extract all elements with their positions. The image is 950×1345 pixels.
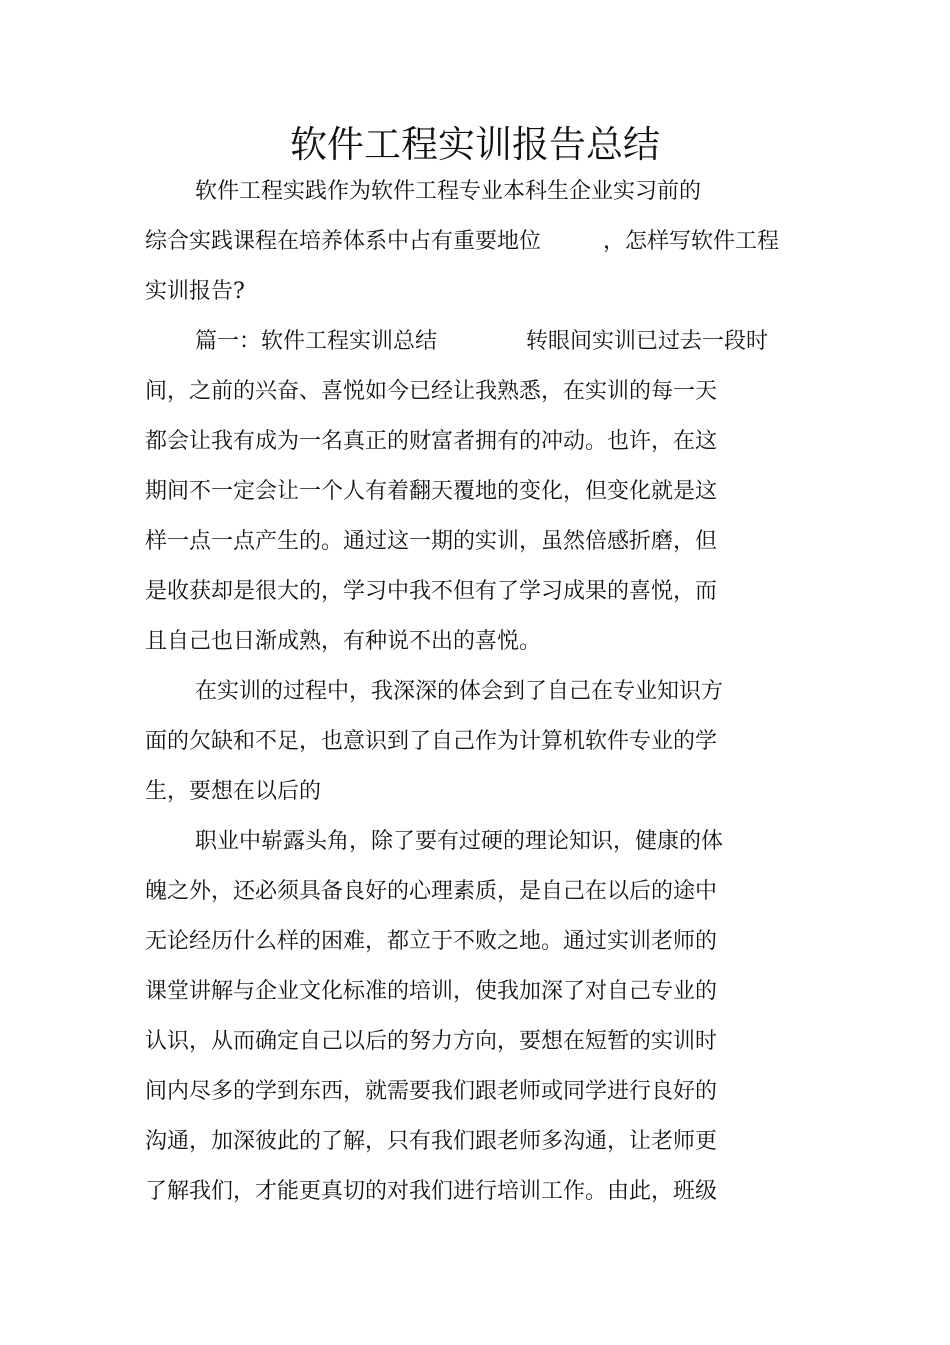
para3-line-4: 课堂讲解与企业文化标准的培训，使我加深了对自己专业的 [145,979,718,1004]
para2-line-1: 在实训的过程中，我深深的体会到了自己在专业知识方 [195,679,724,704]
intro-line-1: 软件工程实践作为软件工程专业本科生企业实习前的 [195,179,702,204]
para3-line-5: 认识，从而确定自己以后的努力方向，要想在短暂的实训时 [145,1029,718,1054]
document-title: 软件工程实训报告总结 [290,123,660,166]
para3-line-7: 沟通，加深彼此的了解，只有我们跟老师多沟通，让老师更 [145,1129,718,1154]
intro-line-2 [145,226,805,258]
intro-line-3: 实训报告? [145,279,245,304]
para1-line-2: 都会让我有成为一名真正的财富者拥有的冲动。也许，在这 [145,429,718,454]
para3-line-1: 职业中崭露头角，除了要有过硬的理论知识，健康的体 [195,829,724,854]
section-heading-line [195,326,795,358]
para2-line-3: 生，要想在以后的 [145,779,322,804]
para1-line-4: 样一点一点产生的。通过这一期的实训，虽然倍感折磨，但 [145,529,718,554]
para3-line-2: 魄之外，还必须具备良好的心理素质，是自己在以后的途中 [145,879,718,904]
para1-line-5: 是收获却是很大的，学习中我不但有了学习成果的喜悦，而 [145,579,718,604]
section-lead-text: 转眼间实训已过去一段时 [526,329,769,354]
para3-line-3: 无论经历什么样的困难，都立于不败之地。通过实训老师的 [145,929,718,954]
para2-line-2: 面的欠缺和不足，也意识到了自己作为计算机软件专业的学 [145,729,718,754]
para1-line-6: 且自己也日渐成熟，有种说不出的喜悦。 [145,629,542,654]
para3-line-8: 了解我们，才能更真切的对我们进行培训工作。由此，班级 [145,1179,718,1204]
para1-line-1: 间，之前的兴奋、喜悦如今已经让我熟悉，在实训的每一天 [145,379,718,404]
section-heading: 篇一：软件工程实训总结 [195,329,438,354]
para1-line-3: 期间不一定会让一个人有着翻天覆地的变化，但变化就是这 [145,479,718,504]
intro-line-2-tail: ，怎样写软件工程 [603,229,780,254]
para3-line-6: 间内尽多的学到东西，就需要我们跟老师或同学进行良好的 [145,1079,718,1104]
intro-line-2-text: 综合实践课程在培养体系中占有重要地位 [145,229,542,254]
